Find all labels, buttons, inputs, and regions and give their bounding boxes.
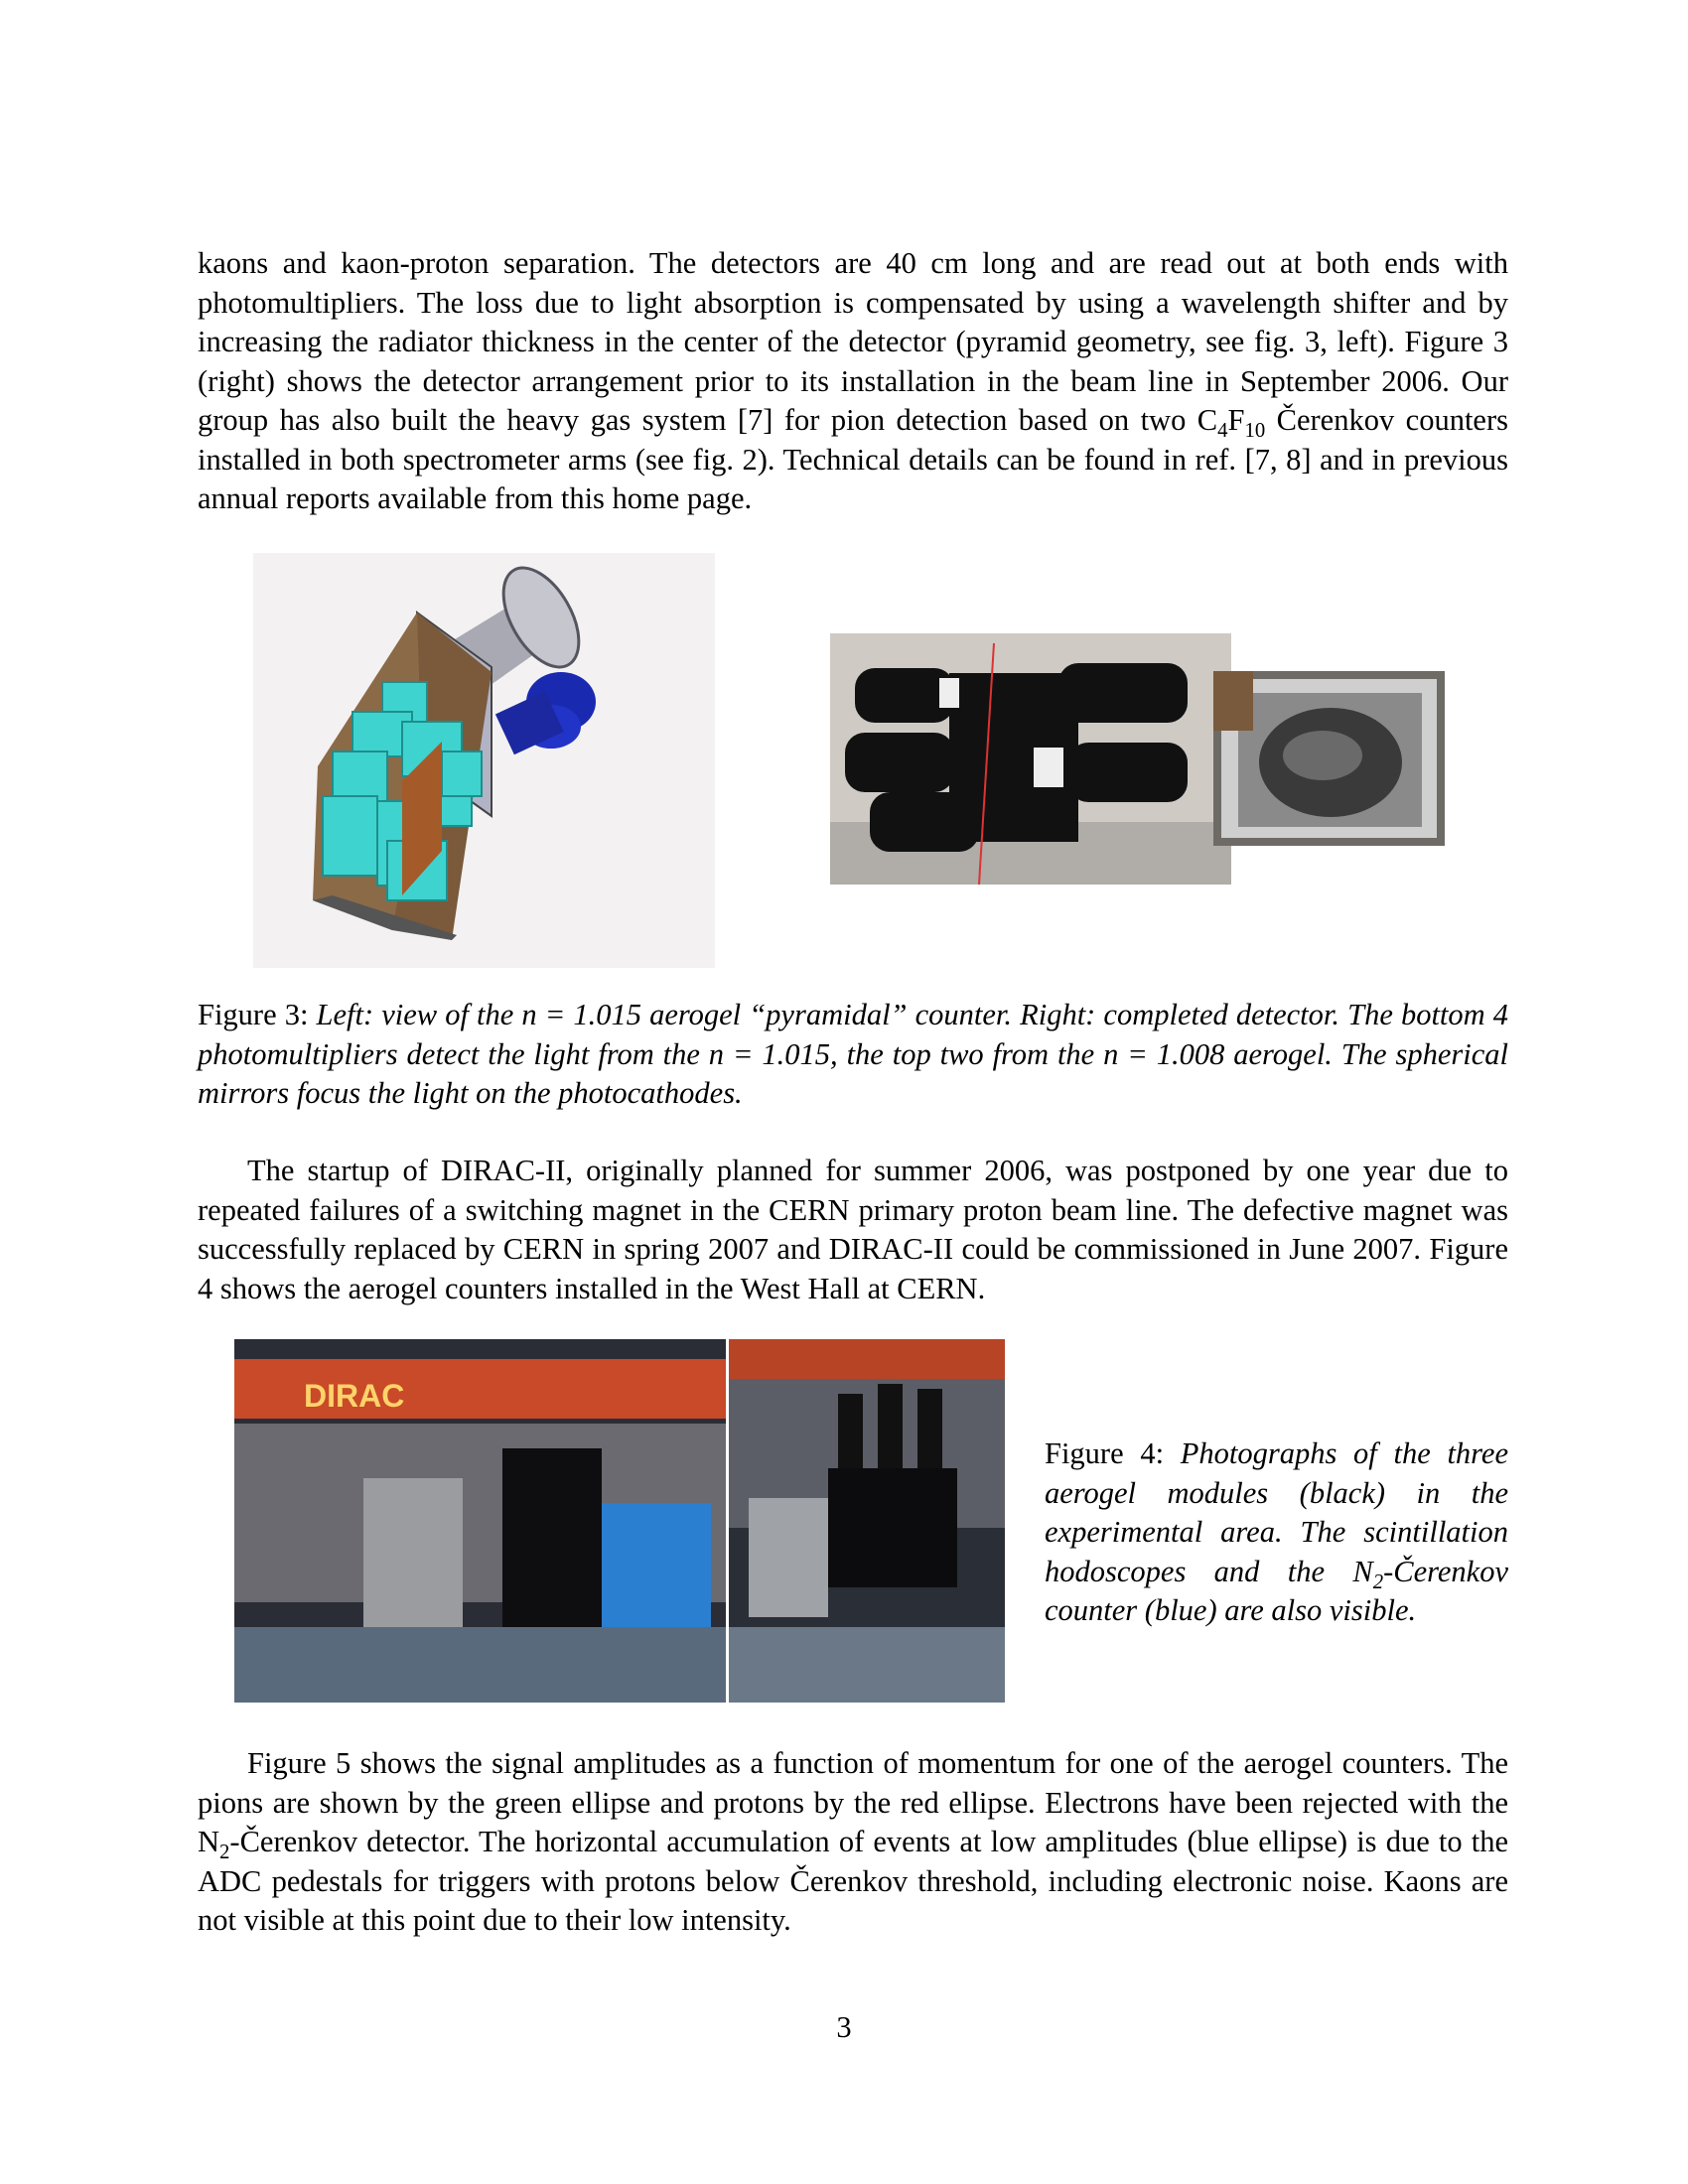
figure3-mirror-inset-photo	[1213, 671, 1445, 846]
page-number: 3	[836, 2010, 852, 2044]
paragraph-figure5-description: Figure 5 shows the signal amplitudes as a function of momentum for one of the aerogel counters. The pions are shown by the green ellipse and protons by the red ellipse. Electrons have been rejected with the $N_2$-Čerenkov detector. The horizontal accumulation of events at low amplitudes (blue ellipse) is due to the ADC pedestals for triggers with protons below Čerenkov threshold, including electronic noise. Kaons are not visible at this point due to their low intensity.	[198, 1746, 1508, 1937]
figure3-caption: Figure 3: Left: view of the n = 1.015 aerogel “pyramidal” counter. Right: completed detector. The bottom 4 photomultipliers detect the light from the n = 1.015, the top two from the n = 1.008 aerogel. The spherical mirrors focus the light on the photocathodes.	[198, 998, 1509, 1110]
figure4-caption: Figure 4: Photographs of the three aerogel modules (black) in the experimental area. The scintillation hodoscopes and the $N_2$-Čerenkov counter (blue) are also visible.	[1045, 1436, 1508, 1627]
dirac-sign-text: DIRAC	[304, 1378, 405, 1414]
figure4-left-photo	[234, 1339, 726, 1703]
figure3-right-detector-photo	[830, 633, 1231, 885]
paragraph-aerogel-detectors: kaons and kaon-proton separation. The detectors are 40 cm long and are read out at both ends with photomultipliers. The loss due to light absorption is compensated by using a wavelength shifter and by increasing the radiator thickness in the center of the detector (pyramid geometry, see fig. 3, left). Figure 3 (right) shows the detector arrangement prior to its installation in the beam line in September 2006. Our group has also built the heavy gas system [7] for pion detection based on two $C_4F_{10}$ Čerenkov counters installed in both spectrometer arms (see fig. 2). Technical details can be found in ref. [7, 8] and in previous annual reports available from this home page.	[198, 246, 1508, 515]
figure3-left-cad-image	[253, 553, 715, 968]
paragraph-dirac-startup: The startup of DIRAC-II, originally planned for summer 2006, was postponed by one year due to repeated failures of a switching magnet in the CERN primary proton beam line. The defective magnet was successfully replaced by CERN in spring 2007 and DIRAC-II could be commissioned in June 2007. Figure 4 shows the aerogel counters installed in the West Hall at CERN.	[198, 1154, 1508, 1305]
figure4-right-photo	[729, 1339, 1005, 1703]
